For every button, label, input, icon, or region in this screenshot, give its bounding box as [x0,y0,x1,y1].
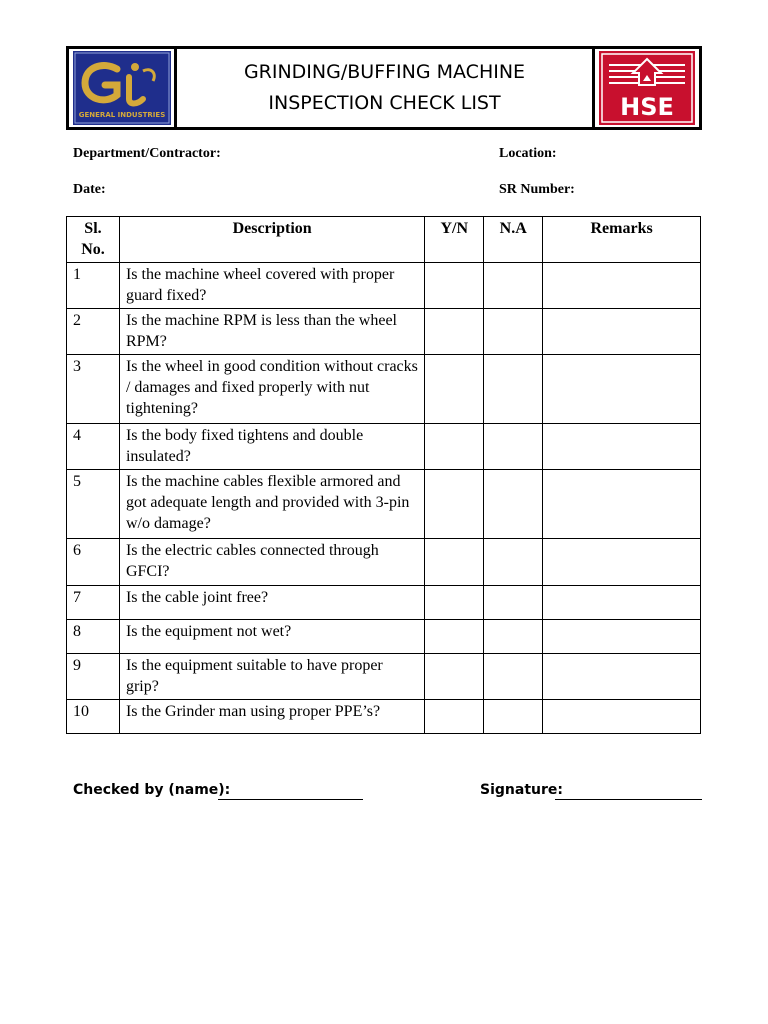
row-number: 1 [67,263,120,309]
location-label: Location: [499,146,557,161]
yn-cell[interactable] [425,424,484,470]
hse-logo-icon [599,51,695,125]
row-description: Is the cable joint free? [119,586,424,620]
signature-line[interactable] [555,799,702,800]
left-logo-text: GENERAL INDUSTRIES [78,111,165,119]
header-remarks: Remarks [543,217,701,263]
sr-number-label: SR Number: [499,182,575,197]
row-number: 5 [67,470,120,539]
title-line-2: INSPECTION CHECK LIST [268,92,501,114]
document-header [66,46,702,130]
yn-cell[interactable] [425,309,484,355]
row-description: Is the machine RPM is less than the wheel RPM? [119,309,424,355]
remarks-cell[interactable] [543,620,701,654]
na-cell[interactable] [484,700,543,734]
na-cell[interactable] [484,470,543,539]
yn-cell[interactable] [425,470,484,539]
table-row [67,654,701,700]
table-row [67,620,701,654]
header-description: Description [119,217,424,263]
table-row [67,700,701,734]
checked-by-label: Checked by (name): [73,782,231,798]
row-number: 2 [67,309,120,355]
remarks-cell[interactable] [543,424,701,470]
row-description: Is the body fixed tightens and double insulated? [119,424,424,470]
row-description: Is the equipment not wet? [119,620,424,654]
yn-cell[interactable] [425,263,484,309]
page-title [177,49,592,127]
table-row [67,309,701,355]
signature-label: Signature: [480,782,563,798]
inspection-table [66,216,701,734]
row-description: Is the wheel in good condition without cracks / damages and fixed properly with nut tightening? [119,355,424,424]
row-number: 4 [67,424,120,470]
header-yn: Y/N [425,217,484,263]
date-label: Date: [73,182,106,197]
remarks-cell[interactable] [543,654,701,700]
row-description: Is the machine cables flexible armored and got adequate length and provided with 3-pin w/o damage? [119,470,424,539]
general-industries-logo-icon [73,51,171,125]
yn-cell[interactable] [425,654,484,700]
table-row [67,586,701,620]
na-cell[interactable] [484,263,543,309]
department-label: Department/Contractor: [73,146,221,161]
na-cell[interactable] [484,309,543,355]
row-number: 6 [67,539,120,586]
remarks-cell[interactable] [543,586,701,620]
table-row [67,355,701,424]
remarks-cell[interactable] [543,700,701,734]
row-description: Is the equipment suitable to have proper grip? [119,654,424,700]
general-industries-logo [69,49,177,127]
na-cell[interactable] [484,586,543,620]
yn-cell[interactable] [425,620,484,654]
row-description: Is the Grinder man using proper PPE’s? [119,700,424,734]
na-cell[interactable] [484,654,543,700]
remarks-cell[interactable] [543,309,701,355]
row-description: Is the electric cables connected through GFCI? [119,539,424,586]
remarks-cell[interactable] [543,539,701,586]
right-logo-text: HSE [620,93,674,121]
na-cell[interactable] [484,355,543,424]
remarks-cell[interactable] [543,263,701,309]
table-row [67,424,701,470]
na-cell[interactable] [484,620,543,654]
hse-logo [592,49,699,127]
table-header-row [67,217,701,263]
na-cell[interactable] [484,424,543,470]
remarks-cell[interactable] [543,355,701,424]
row-number: 9 [67,654,120,700]
yn-cell[interactable] [425,539,484,586]
checked-by-line[interactable] [218,799,363,800]
yn-cell[interactable] [425,700,484,734]
yn-cell[interactable] [425,586,484,620]
header-na: N.A [484,217,543,263]
row-description: Is the machine wheel covered with proper guard fixed? [119,263,424,309]
header-sl-no: Sl. No. [67,217,120,263]
table-row [67,539,701,586]
remarks-cell[interactable] [543,470,701,539]
row-number: 8 [67,620,120,654]
title-line-1: GRINDING/BUFFING MACHINE [243,61,526,83]
na-cell[interactable] [484,539,543,586]
yn-cell[interactable] [425,355,484,424]
table-row [67,263,701,309]
table-row [67,470,701,539]
row-number: 7 [67,586,120,620]
row-number: 10 [67,700,120,734]
row-number: 3 [67,355,120,424]
